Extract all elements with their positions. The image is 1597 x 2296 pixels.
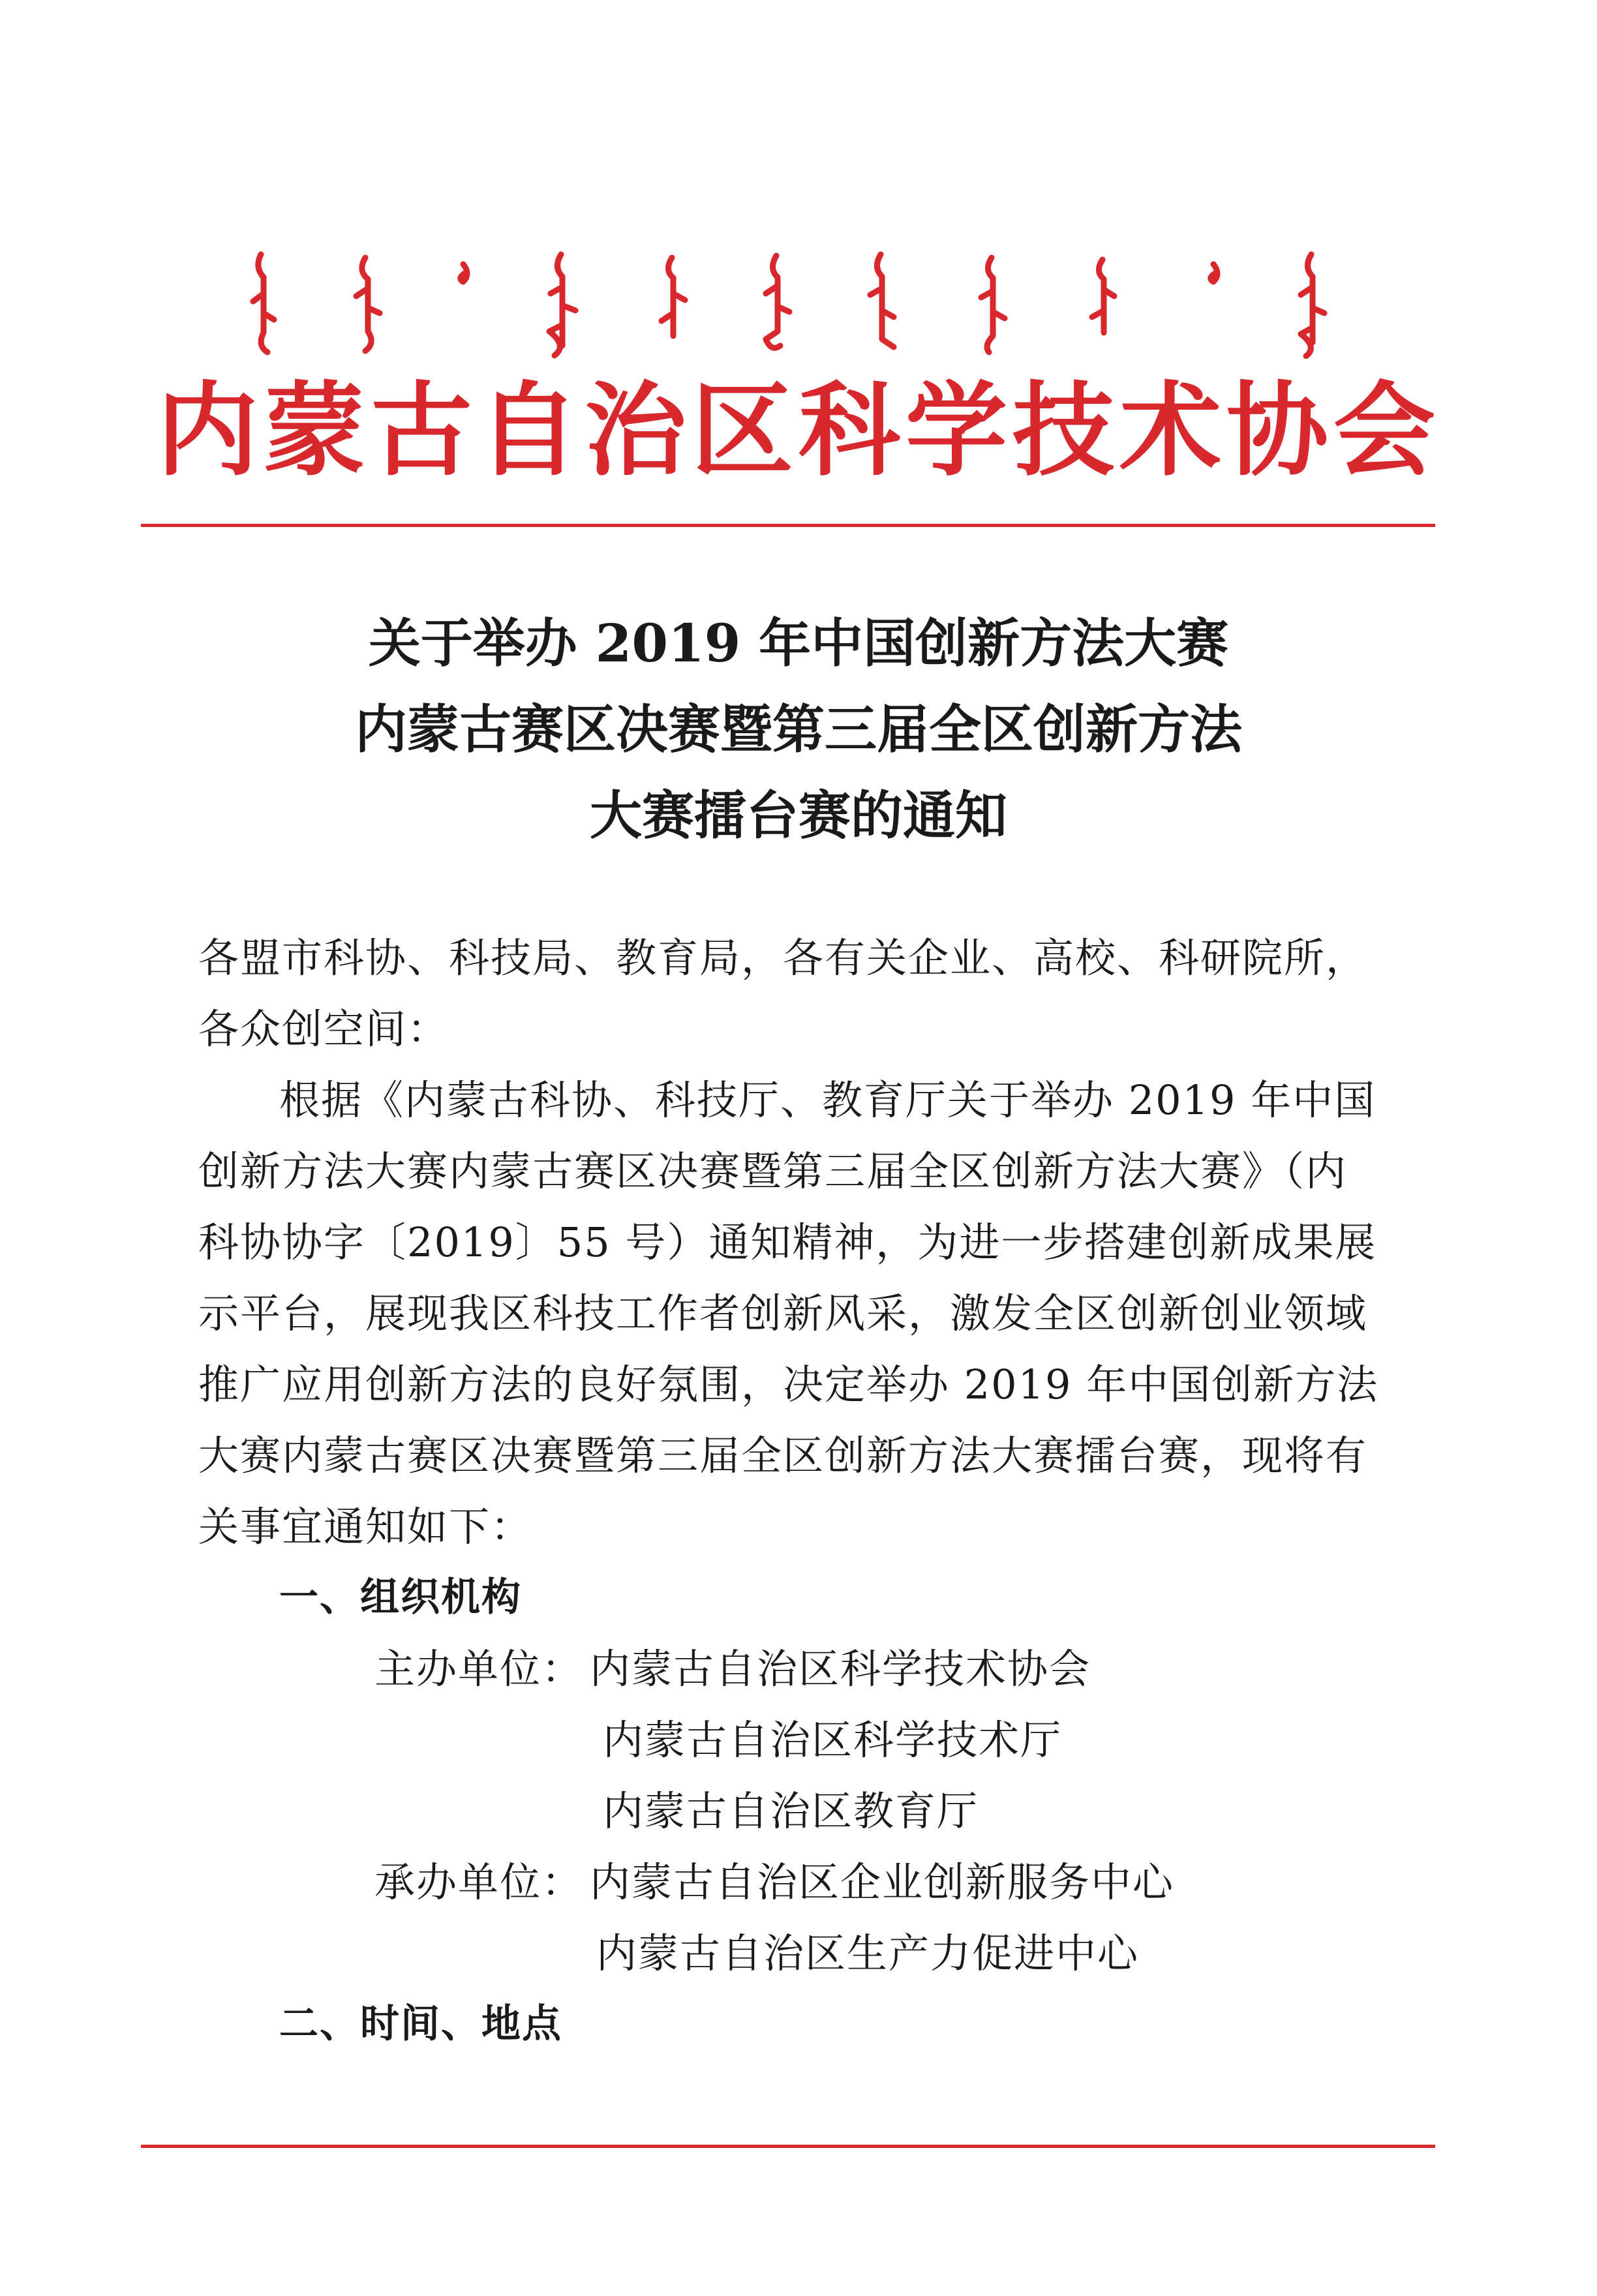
host-row	[198, 1633, 1412, 1704]
paragraph-line: 创新方法大赛内蒙古赛区决赛暨第三届全区创新方法大赛》（内	[198, 1147, 1348, 1195]
title-line: 大赛擂台赛的通知	[590, 785, 1007, 846]
header-red-rule	[141, 524, 1435, 527]
host-unit: 内蒙古自治区科学技术厅	[603, 1716, 1063, 1764]
notice-title	[0, 600, 1597, 858]
paragraph-line: 根据《内蒙古科协、科技厅、教育厅关于举办 2019 年中国	[279, 1076, 1376, 1124]
host-unit: 内蒙古自治区科学技术协会	[590, 1645, 1091, 1693]
mongolian-org-name-graphic	[241, 248, 1350, 359]
paragraph-line: 科协协字〔2019〕55 号）通知精神，为进一步搭建创新成果展	[198, 1218, 1377, 1266]
host-unit: 内蒙古自治区教育厅	[603, 1787, 979, 1835]
addressee-line: 各盟市科协、科技局、教育局，各有关企业、高校、科研院所，	[198, 934, 1368, 982]
notice-body	[198, 922, 1412, 2060]
addressee-line: 各众创空间：	[198, 1005, 449, 1053]
footer-red-rule	[141, 2145, 1435, 2148]
title-line: 内蒙古赛区决赛暨第三届全区创新方法	[355, 699, 1242, 760]
section-heading-organization: 一、组织机构	[279, 1575, 522, 1620]
organizer-unit: 内蒙古自治区企业创新服务中心	[590, 1858, 1175, 1906]
paragraph-line: 推广应用创新方法的良好氛围，决定举办 2019 年中国创新方法	[198, 1361, 1379, 1408]
organizer-label: 承办单位：	[374, 1858, 584, 1906]
paragraph-line: 关事宜通知如下：	[198, 1503, 533, 1550]
org-name-header: 内蒙古自治区科学技术协会	[157, 371, 1440, 490]
title-line: 关于举办 2019 年中国创新方法大赛	[368, 612, 1229, 674]
organizer-unit: 内蒙古自治区生产力促进中心	[596, 1929, 1140, 1977]
organizer-row	[198, 1847, 1412, 1918]
section-heading-time-place: 二、时间、地点	[279, 2001, 562, 2047]
paragraph-line: 示平台，展现我区科技工作者创新风采，激发全区创新创业领域	[198, 1290, 1368, 1337]
paragraph-line: 大赛内蒙古赛区决赛暨第三届全区创新方法大赛擂台赛，现将有	[198, 1432, 1368, 1479]
host-label: 主办单位：	[374, 1645, 584, 1693]
